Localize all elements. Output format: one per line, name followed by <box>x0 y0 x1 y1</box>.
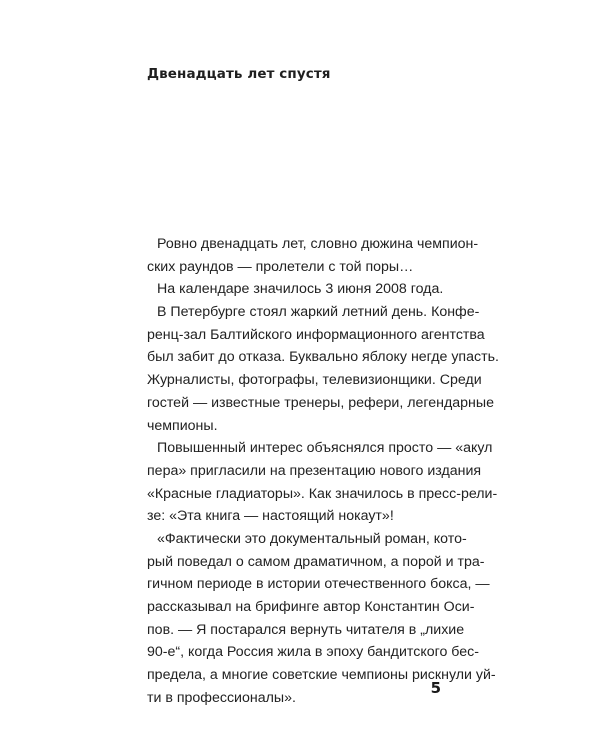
text-line: «Красные гладиаторы». Как значилось в пресс-рели- <box>147 485 498 502</box>
text-line: гостей — известные тренеры, рефери, легендарные <box>147 394 494 411</box>
text-line: Ровно двенадцать лет, словно дюжина чемпион- <box>157 236 479 252</box>
text-line: Повышенный интерес объяснялся просто — «акул <box>157 440 493 457</box>
text-line: В Петербурге стоял жаркий летний день. Конфе- <box>157 304 480 321</box>
text-line: рассказывал на брифинге автор Константин Оси- <box>147 599 475 615</box>
text-line: ских раундов — пролетели с той поры… <box>147 258 414 275</box>
text-line: пов. — Я постарался вернуть читателя в „лихие <box>147 621 465 638</box>
text-line: предела, а многие советские чемпионы рискнули уй- <box>147 667 496 684</box>
text-line: ти в профессионалы». <box>147 689 296 706</box>
text-line: был забит до отказа. Буквально яблоку негде упасть. <box>147 349 499 366</box>
text-line: На календаре значилось 3 июня 2008 года. <box>157 281 444 298</box>
text-line: 90-е“, когда Россия жила в эпоху бандитского бес- <box>147 644 479 661</box>
text-line: рый поведал о самом драматичном, а порой и тра- <box>147 553 485 570</box>
text-line: гичном периоде в истории отечественного бокса, — <box>147 576 490 593</box>
text-line: пера» пригласили на презентацию нового издания <box>147 462 482 479</box>
text-line: ренц-зал Балтийского информационного агентства <box>147 326 485 343</box>
text-line: чемпионы. <box>147 417 218 434</box>
body-text <box>147 233 499 709</box>
chapter-title: Двенадцать лет спустя <box>147 66 331 82</box>
page-number: 5 <box>430 679 441 697</box>
text-line: зе: «Эта книга — настоящий нокаут»! <box>147 508 394 525</box>
text-line: «Фактически это документальный роман, кото- <box>157 530 467 547</box>
text-line: Журналисты, фотографы, телевизионщики. Среди <box>147 372 482 389</box>
